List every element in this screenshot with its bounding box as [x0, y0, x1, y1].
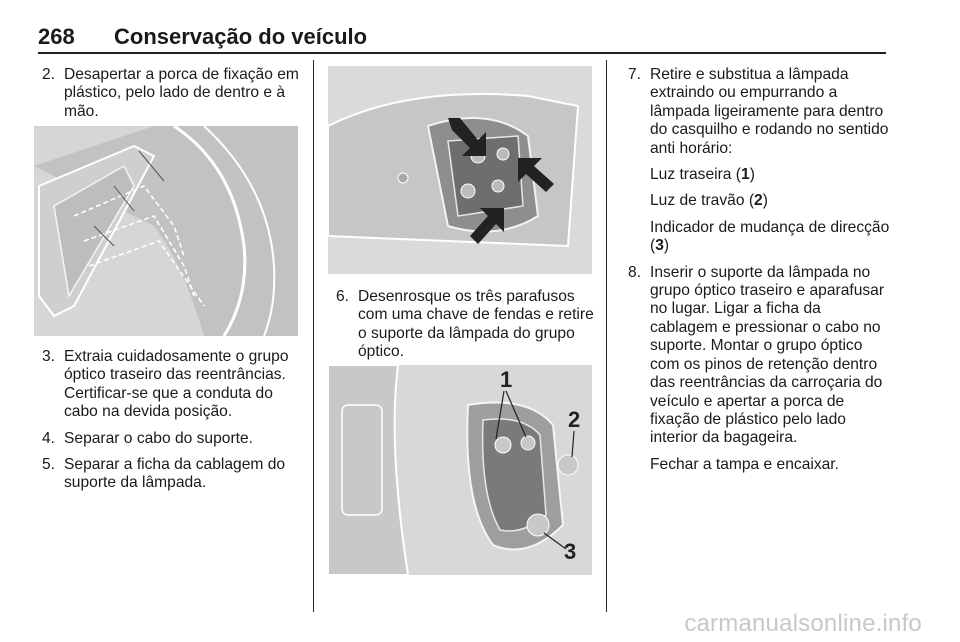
figure-taillight-removal: [34, 126, 298, 336]
step-5: 5. Separar a ficha da cablagem do suporte da lâmpada.: [42, 456, 286, 492]
step-7: 7. Retire e substitua a lâmpada extraindo ou empurrando a lâmpada ligeiramente para dentro do casquilho e rodando no sentido anti horário:: [628, 66, 889, 157]
figure-bulb-positions-illustration: [328, 365, 592, 575]
callout-3: 3: [564, 539, 577, 564]
column-divider-1: [313, 60, 314, 612]
step-2-text: Desapertar a porca de fixação em plástico, pelo lado de dentro e à mão.: [64, 66, 299, 120]
lamp-brake-light: Luz de travão (2): [650, 192, 768, 210]
header-rule: [38, 52, 886, 54]
watermark: carmanualsonline.info: [684, 610, 922, 637]
page-header: [38, 24, 886, 54]
figure-taillight-removal-illustration: [34, 126, 298, 336]
step-7-text: Retire e substitua a lâmpada extraindo ou empurrando a lâmpada ligeiramente para dentro do casquilho e rodando no sentido anti horário:: [650, 66, 889, 157]
closing-instruction: Fechar a tampa e encaixar.: [650, 455, 839, 473]
lamp-tail-light: Luz traseira (1): [650, 166, 755, 184]
callout-2: 2: [568, 407, 581, 432]
column-divider-2: [606, 60, 607, 612]
figure-bulb-positions: [328, 365, 592, 575]
step-4-text: Separar o cabo do suporte.: [64, 429, 253, 447]
column-1: [42, 66, 300, 129]
figure-bulb-holder-screws-illustration: [328, 66, 592, 274]
step-3-text: Extraia cuidadosamente o grupo óptico traseiro das reentrâncias. Certificar-se que a conduta do cabo na devida posição.: [64, 348, 289, 421]
column-1-lower: [42, 348, 300, 501]
step-8-text: Inserir o suporte da lâmpada no grupo óptico traseiro e aparafusar no lugar. Ligar a ficha da cablagem e pressionar o cabo no suporte. Montar o grupo óptico com os pinos de retenção dentro das reentrâncias da carroçaria do veículo e apertar a porca de fixação de plástico pelo lado interior da bagageira.: [650, 263, 885, 447]
figure-bulb-holder-screws: [328, 66, 592, 274]
step-8: 8. Inserir o suporte da lâmpada no grupo óptico traseiro e aparafusar no lugar. Ligar a ficha da cablagem e pressionar o cabo no suporte. Montar o grupo óptico com os pinos de retenção dentro das reentrâncias da carroçaria do veículo e apertar a porca de fixação de plástico pelo lado interior da bagageira.: [628, 263, 885, 447]
column-2-text: [336, 288, 594, 370]
step-5-text: Separar a ficha da cablagem do suporte da lâmpada.: [64, 456, 286, 492]
page-title: Conservação do veículo: [114, 24, 368, 49]
column-3: [628, 66, 890, 482]
step-6: 6. Desenrosque os três parafusos com uma chave de fendas e retire o suporte da lâmpada do grupo óptico.: [336, 288, 594, 361]
step-4: 4. Separar o cabo do suporte.: [42, 429, 253, 447]
step-6-text: Desenrosque os três parafusos com uma chave de fendas e retire o suporte da lâmpada do grupo óptico.: [358, 288, 594, 361]
step-3: 3. Extraia cuidadosamente o grupo óptico traseiro das reentrâncias. Certificar-se que a conduta do cabo na devida posição.: [42, 348, 289, 421]
step-2: 2. Desapertar a porca de fixação em plástico, pelo lado de dentro e à mão.: [42, 66, 299, 120]
page-number: 268: [38, 24, 75, 49]
callout-1: 1: [500, 367, 513, 392]
lamp-turn-indicator: Indicador de mudança de direcção (3): [650, 218, 890, 255]
